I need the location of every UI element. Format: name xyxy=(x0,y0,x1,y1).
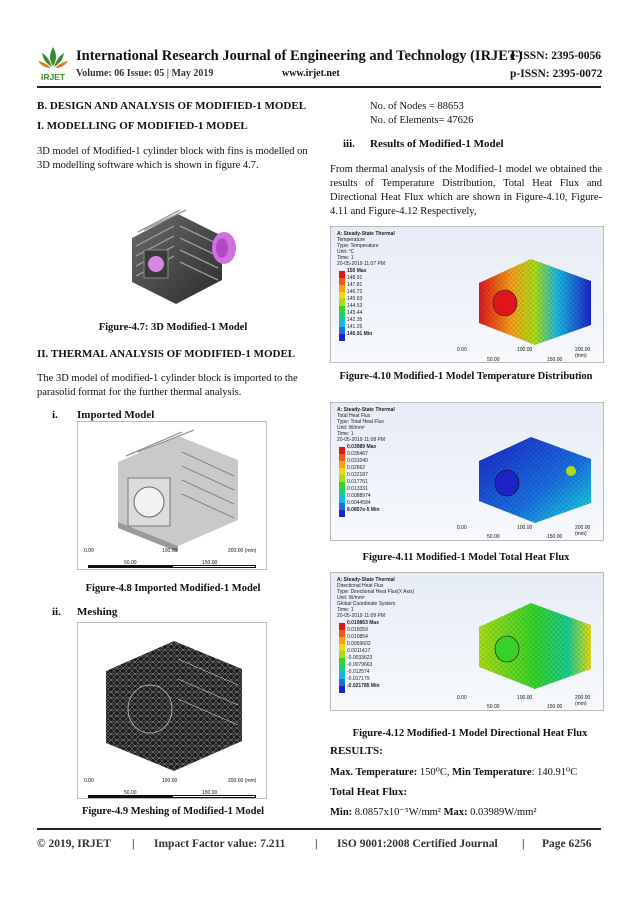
legend-value: 0.0011417 xyxy=(347,648,371,654)
scale-label: 150.00 xyxy=(202,560,218,566)
legend-value: 144.53 xyxy=(347,303,363,309)
node-count: No. of Nodes = 88653 xyxy=(370,101,464,112)
figure-4-8-caption: Figure-4.8 Imported Modified-1 Model xyxy=(85,583,261,594)
journal-title: International Research Journal of Engineering and Technology (IRJET) xyxy=(76,48,523,64)
scale-label: 150.00 xyxy=(547,357,563,363)
legend-swatch xyxy=(339,623,345,630)
scale-label: 200.00 (mm) xyxy=(575,525,591,537)
logo-text: IRJET xyxy=(40,72,66,82)
figure-4-7-caption: Figure-4.7: 3D Modified-1 Model xyxy=(98,322,248,333)
legend-value: 145.63 xyxy=(347,296,363,302)
legend-swatch xyxy=(339,637,345,644)
legend-swatch xyxy=(339,665,345,672)
legend-swatch xyxy=(339,644,345,651)
section-b-heading: B. DESIGN AND ANALYSIS OF MODIFIED-1 MODEL xyxy=(37,100,307,112)
legend-value: -0.012574 xyxy=(347,669,370,675)
footer-separator: | xyxy=(522,838,525,850)
legend-swatch xyxy=(339,672,345,679)
min-flux-value: 8.0857x10⁻⁵W/mm² xyxy=(352,807,444,818)
figure-4-11-image xyxy=(330,402,604,541)
scale-label: 100.00 xyxy=(517,347,533,353)
legend-swatch xyxy=(339,496,345,503)
element-count: No. of Elements= 47626 xyxy=(370,115,474,126)
footer-impact-factor: Impact Factor value: 7.211 xyxy=(154,838,286,850)
legend-swatch xyxy=(339,679,345,686)
scale-label: 200.00 (mm) xyxy=(575,347,591,359)
scale-label: 200.00 (mm) xyxy=(228,778,257,784)
legend-value: 0.010854 xyxy=(347,634,368,640)
leaf-icon xyxy=(38,47,68,68)
directional-flux-contour-model xyxy=(471,597,599,691)
legend-swatch xyxy=(339,447,345,454)
legend-value: 0.0088974 xyxy=(347,493,371,499)
legend-value: 140.91 Min xyxy=(347,331,373,337)
legend-swatch xyxy=(339,482,345,489)
legend-value: 0.017761 xyxy=(347,479,368,485)
e-issn: e-ISSN: 2395-0056 xyxy=(510,50,602,62)
legend-value: 0.0044584 xyxy=(347,500,371,506)
legend-swatch xyxy=(339,468,345,475)
legend-value: 148.91 xyxy=(347,275,363,281)
max-flux-value: 0.03989W/mm² xyxy=(467,807,537,818)
figure-4-12-image xyxy=(330,572,604,711)
legend-value: -0.0033623 xyxy=(347,655,373,661)
scale-label: 150.00 xyxy=(547,534,563,540)
legend-swatch xyxy=(339,658,345,665)
legend-swatch xyxy=(339,651,345,658)
legend-value: 0.031040 xyxy=(347,458,368,464)
scale-label: 100.00 xyxy=(162,548,178,554)
footer-copyright: © 2019, IRJET xyxy=(37,838,112,850)
legend-value: 0.019863 Max xyxy=(347,620,379,626)
figure-4-11-caption: Figure-4.11 Modified-1 Model Total Heat Flux xyxy=(362,552,570,563)
legend-value: -0.021785 Min xyxy=(347,683,380,689)
legend-value: 147.81 xyxy=(347,282,363,288)
heat-flux-heading: Total Heat Flux: xyxy=(330,786,408,798)
scale-label: 200.00 (mm) xyxy=(575,695,591,707)
max-flux-label: Max: xyxy=(443,807,468,818)
scale-label: 0.00 xyxy=(457,695,467,701)
scale-label: 100.00 xyxy=(162,778,178,784)
item-i-number: i. xyxy=(52,409,58,421)
legend-swatch xyxy=(339,630,345,637)
legend-swatch xyxy=(339,475,345,482)
scale-label: 150.00 xyxy=(547,704,563,710)
legend-value: 141.25 xyxy=(347,324,363,330)
footer-iso: ISO 9001:2008 Certified Journal xyxy=(337,838,498,850)
heat-flux-contour-model xyxy=(471,431,599,525)
scale-label: 50.00 xyxy=(124,790,137,796)
footer-rule xyxy=(37,828,601,830)
p-issn: p-ISSN: 2395-0072 xyxy=(510,68,603,80)
legend-swatch xyxy=(339,313,345,320)
modelling-paragraph: 3D model of Modified-1 cylinder block with fins is modelled on 3D modelling software which is shown in figure 4.7. xyxy=(37,146,308,171)
thermal-paragraph: The 3D model of modified-1 cylinder block is imported to the parasolid format for the further thermal analysis. xyxy=(37,373,298,398)
item-iii-heading: Results of Modified-1 Model xyxy=(370,138,504,150)
legend-swatch xyxy=(339,299,345,306)
scale-label: 100.00 xyxy=(517,525,533,531)
legend-value: -0.0079663 xyxy=(347,662,373,668)
legend-swatch xyxy=(339,271,345,278)
legend-value: 0.0059602 xyxy=(347,641,371,647)
legend-header: A: Steady-State Thermal Temperature Type: Temperature Unit: °C Time: 1 20-05-2019 11:07 PM xyxy=(337,231,395,267)
legend-swatch xyxy=(339,278,345,285)
legend-swatch xyxy=(339,320,345,327)
legend-swatch xyxy=(339,510,345,517)
scale-label: 0.00 xyxy=(84,778,94,784)
legend-value: 0.022187 xyxy=(347,472,368,478)
results-paragraph: From thermal analysis of the Modified-1 model we obtained the results of Temperature Distribution, Total Heat Flux and Directional Heat Flux which are shown in Figure-4.10, Figure-4.11 and Figure-4.12 Respectively, xyxy=(330,164,602,217)
legend-swatch xyxy=(339,334,345,341)
legend-swatch xyxy=(339,327,345,334)
irjet-logo xyxy=(37,44,69,84)
min-temp-label: Min Temperature xyxy=(452,767,532,778)
legend-value: 142.35 xyxy=(347,317,363,323)
heat-flux-result xyxy=(330,806,537,820)
figure-4-9-caption: Figure-4.9 Meshing of Modified-1 Model xyxy=(81,806,265,817)
legend-value: 146.72 xyxy=(347,289,363,295)
scale-label: 200.00 (mm) xyxy=(228,548,257,554)
legend-value: 8.0857e-5 Min xyxy=(347,507,380,513)
legend-value: 0.015059 xyxy=(347,627,368,633)
legend-value: -0.017179 xyxy=(347,676,370,682)
scale-label: 0.00 xyxy=(457,525,467,531)
max-temp-value: 150⁰C, xyxy=(417,767,453,778)
scale-label: 0.00 xyxy=(457,347,467,353)
scale-label: 50.00 xyxy=(124,560,137,566)
figure-4-7-image xyxy=(118,196,242,312)
legend-value: 0.013331 xyxy=(347,486,368,492)
header-rule xyxy=(37,86,601,88)
scale-label: 50.00 xyxy=(487,534,500,540)
legend-value: 0.03989 Max xyxy=(347,444,377,450)
legend-value: 0.035467 xyxy=(347,451,368,457)
results-heading: RESULTS: xyxy=(330,745,383,757)
legend-swatch xyxy=(339,503,345,510)
section-ii-heading: II. THERMAL ANALYSIS OF MODIFIED-1 MODEL xyxy=(37,348,296,360)
max-temp-label: Max. Temperature: xyxy=(330,767,418,778)
section-i-heading: I. MODELLING OF MODIFIED-1 MODEL xyxy=(37,120,248,132)
legend-swatch xyxy=(339,292,345,299)
footer-page: Page 6256 xyxy=(542,838,592,850)
legend-value: 143.44 xyxy=(347,310,363,316)
temperature-contour-model xyxy=(471,253,599,347)
min-flux-label: Min: xyxy=(330,807,353,818)
legend-swatch xyxy=(339,686,345,693)
min-temp-value: : 140.91⁰C xyxy=(531,767,578,778)
legend-swatch xyxy=(339,454,345,461)
legend-swatch xyxy=(339,489,345,496)
item-ii-number: ii. xyxy=(52,606,61,618)
legend-header: A: Steady-State Thermal Total Heat Flux Type: Total Heat Flux Unit: W/mm² Time: 1 20-05-2019 11:08 PM xyxy=(337,407,395,443)
scale-label: 0.00 xyxy=(84,548,94,554)
figure-4-10-image xyxy=(330,226,604,363)
item-i-heading: Imported Model xyxy=(77,409,155,421)
footer-separator: | xyxy=(132,838,135,850)
legend-swatch xyxy=(339,285,345,292)
scale-label: 50.00 xyxy=(487,704,500,710)
legend-swatch xyxy=(339,306,345,313)
journal-website[interactable]: www.irjet.net xyxy=(282,68,340,79)
figure-4-9-image xyxy=(77,622,267,799)
item-ii-heading: Meshing xyxy=(77,606,118,618)
legend-value: 0.02662 xyxy=(347,465,366,471)
temperature-result xyxy=(330,766,577,780)
legend-value: 150 Max xyxy=(347,268,367,274)
scale-label: 50.00 xyxy=(487,357,500,363)
volume-issue: Volume: 06 Issue: 05 | May 2019 xyxy=(76,68,214,79)
figure-4-10-caption: Figure-4.10 Modified-1 Model Temperature Distribution xyxy=(339,371,593,382)
scale-label: 100.00 xyxy=(517,695,533,701)
item-iii-number: iii. xyxy=(343,138,355,150)
figure-4-12-caption: Figure-4.12 Modified-1 Model Directional Heat Flux xyxy=(352,728,588,739)
legend-swatch xyxy=(339,461,345,468)
footer-separator: | xyxy=(315,838,318,850)
figure-4-8-image xyxy=(77,421,267,570)
legend-header: A: Steady-State Thermal Directional Heat Flux Type: Directional Heat Flux(X Axis) Unit: W/mm² Global Coordinate System Time: 1 20-05-2019 11:09 PM xyxy=(337,577,415,619)
scale-label: 150.00 xyxy=(202,790,218,796)
